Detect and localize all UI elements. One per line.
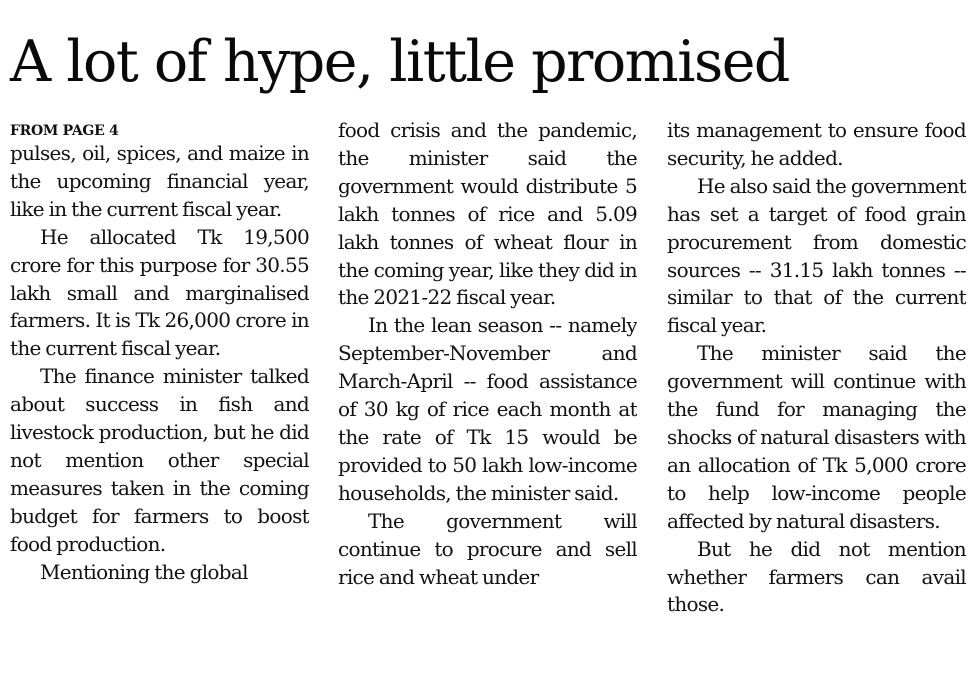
paragraph: Mentioning the global	[40, 559, 248, 584]
paragraph: The minister said the government will continue with the fund for managing the shocks of natural disasters with an allocation of Tk 5,000 crore to help low-income people affected by natural disasters.	[667, 341, 966, 533]
paragraph: pulses, oil, spices, and maize in the upcoming financial year, like in the current fiscal year.	[10, 141, 309, 221]
paragraph: But he did not mention whether farmers can avail those.	[667, 536, 966, 617]
column-3	[667, 116, 966, 684]
column-1	[10, 116, 309, 684]
paragraph: its management to ensure food security, he added.	[667, 118, 966, 170]
paragraph: The government will continue to procure and sell rice and wheat under	[338, 508, 637, 589]
paragraph: The finance minister talked about success in fish and livestock production, but he did not mention other special measures taken in the coming budget for farmers to boost food production.	[10, 364, 309, 556]
paragraph: In the lean season -- namely September-November and March-April -- food assistance of 30 kg of rice each month at the rate of Tk 15 would be provided to 50 lakh low-income households, the minister said.	[338, 313, 637, 505]
paragraph: He also said the government has set a target of food grain procurement from domestic sources -- 31.15 lakh tonnes -- similar to that of the current fiscal year.	[667, 173, 966, 338]
article-body	[10, 116, 968, 684]
headline: A lot of hype, little promised	[10, 29, 789, 95]
paragraph: food crisis and the pandemic, the minister said the government would distribute 5 lakh tonnes of rice and 5.09 lakh tonnes of wheat flour in the coming year, like they did in the 2021-22 fiscal year.	[338, 118, 637, 310]
column-2	[338, 116, 637, 684]
paragraph: He allocated Tk 19,500 crore for this purpose for 30.55 lakh small and marginalised farmers. It is Tk 26,000 crore in the current fiscal year.	[10, 224, 309, 361]
dateline: FROM PAGE 4	[10, 123, 119, 139]
